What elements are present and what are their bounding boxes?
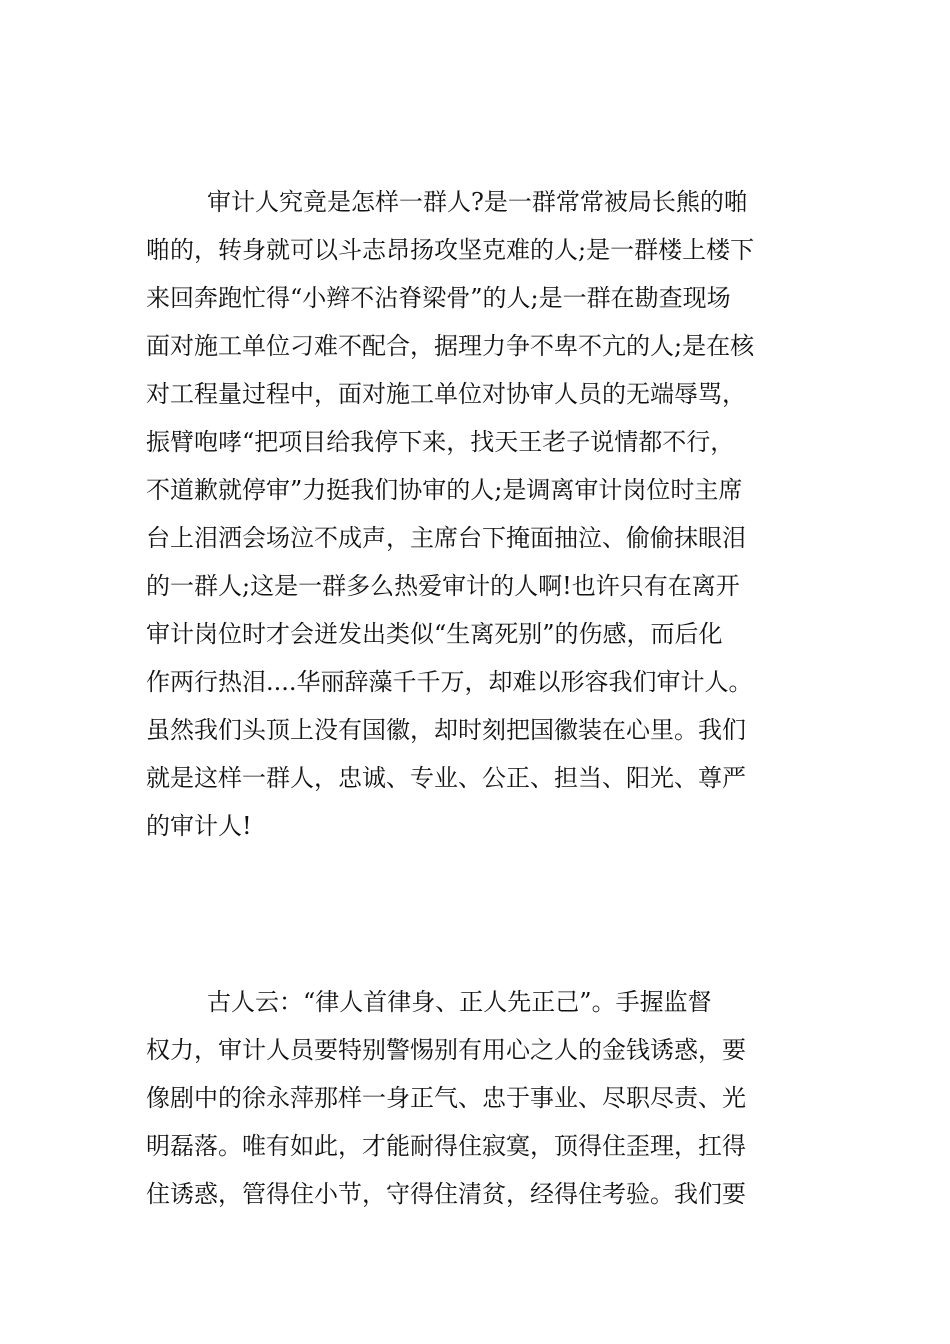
paragraph-self-discipline xyxy=(146,978,826,1218)
text-line: 台上泪洒会场泣不成声，主席台下掩面抽泣、偷偷抹眼泪 xyxy=(146,524,746,552)
text-line: 振臂咆哮“把项目给我停下来，找天王老子说情都不行， xyxy=(146,428,735,456)
text-line: 古人云：“律人首律身、正人先正己”。手握监督 xyxy=(146,988,712,1016)
text-line: 审计岗位时才会迸发出类似“生离死别”的伤感，而后化 xyxy=(146,620,723,648)
text-line: 虽然我们头顶上没有国徽，却时刻把国徽装在心里。我们 xyxy=(146,716,746,744)
text-line: 审计人究竟是怎样一群人?是一群常常被局长熊的啪 xyxy=(146,188,748,216)
text-line: 权力，审计人员要特别警惕别有用心之人的金钱诱惑，要 xyxy=(146,1036,746,1064)
text-line: 面对施工单位刁难不配合，据理力争不卑不亢的人;是在核 xyxy=(146,332,755,360)
text-line: 不道歉就停审”力挺我们协审的人;是调离审计岗位时主席 xyxy=(146,476,743,504)
text-line: 明磊落。唯有如此，才能耐得住寂寞，顶得住歪理，扛得 xyxy=(146,1132,746,1160)
text-line: 的审计人! xyxy=(146,812,252,840)
text-line: 作两行热泪....华丽辞藻千千万，却难以形容我们审计人。 xyxy=(146,668,753,696)
text-line: 来回奔跑忙得“小辫不沾脊梁骨”的人;是一群在勘查现场 xyxy=(146,284,731,312)
text-line: 啪的，转身就可以斗志昂扬攻坚克难的人;是一群楼上楼下 xyxy=(146,236,755,264)
text-line: 对工程量过程中，面对施工单位对协审人员的无端辱骂， xyxy=(146,380,746,408)
text-line: 的一群人;这是一群多么热爱审计的人啊!也许只有在离开 xyxy=(146,572,740,600)
text-line: 像剧中的徐永萍那样一身正气、忠于事业、尽职尽责、光 xyxy=(146,1084,746,1112)
paragraph-auditors xyxy=(146,178,826,850)
text-line: 就是这样一群人，忠诚、专业、公正、担当、阳光、尊严 xyxy=(146,764,746,792)
text-line: 住诱惑，管得住小节，守得住清贫，经得住考验。我们要 xyxy=(146,1180,746,1208)
